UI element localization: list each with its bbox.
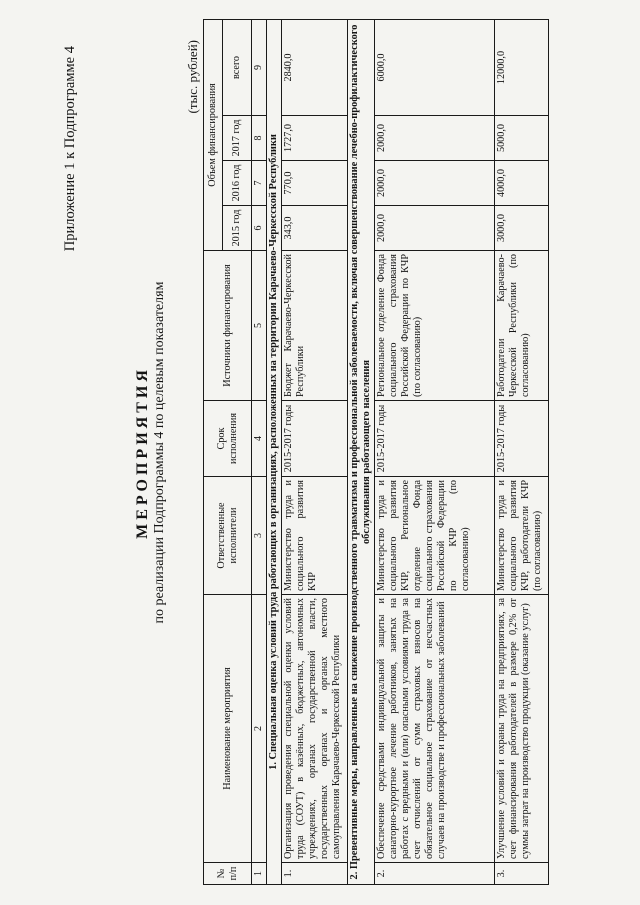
col-header-name: Наименование мероприятия xyxy=(204,595,252,863)
row-number: 2. xyxy=(375,863,495,885)
value-2016: 4000,0 xyxy=(495,161,549,206)
col-header-responsible: Ответственные исполнители xyxy=(204,477,252,595)
value-2015: 2000,0 xyxy=(375,206,495,251)
col-header-2017: 2017 год xyxy=(223,116,252,161)
col-header-no: № п/п xyxy=(204,863,252,885)
measure-name: Улучшение условий и охраны труда на предприятиях, за счет финансирования работодателей в размере 0,2% от суммы затрат на производство продукции (оказание услуг) xyxy=(495,595,549,863)
col-header-source: Источники финансирования xyxy=(204,251,252,401)
page-title: МЕРОПРИЯТИЯ xyxy=(134,366,151,539)
col-number: 5 xyxy=(252,251,267,401)
value-2016: 2000,0 xyxy=(375,161,495,206)
value-2015: 343,0 xyxy=(281,206,347,251)
col-number: 2 xyxy=(252,595,267,863)
header-row xyxy=(204,20,223,885)
col-number: 3 xyxy=(252,477,267,595)
value-2017: 2000,0 xyxy=(375,116,495,161)
col-number: 7 xyxy=(252,161,267,206)
section-2-title: 2. Превентивные меры, направленные на снижение производственного травматизма и профессиональной заболеваемости, включая совершенствование лечебно-профилактического обслуживания работающего населения xyxy=(347,20,374,885)
value-2016: 770,0 xyxy=(281,161,347,206)
col-number: 6 xyxy=(252,206,267,251)
responsible-cell: Министерство труда и социального развития КЧР, работодатели КЧР (по согласованию) xyxy=(495,477,549,595)
table-row xyxy=(281,20,347,885)
term-cell: 2015-2017 годы xyxy=(375,401,495,477)
col-number: 9 xyxy=(252,20,267,116)
annex-label: Приложение 1 к Подпрограмме 4 xyxy=(62,46,78,252)
measure-name: Обеспечение средствами индивидуальной защиты и санаторно-курортное лечение работников, занятых на работах с вредными и (или) опасными условиями труда за счет отчислений от сумм страховых взносов на обязательное социальное страхование от несчастных случаев на производстве и профессиональных заболеваний xyxy=(375,595,495,863)
value-2017: 1727,0 xyxy=(281,116,347,161)
table-row xyxy=(495,20,549,885)
term-cell: 2015-2017 годы xyxy=(281,401,347,477)
col-header-2015: 2015 год xyxy=(223,206,252,251)
col-header-2016: 2016 год xyxy=(223,161,252,206)
col-number: 8 xyxy=(252,116,267,161)
responsible-cell: Министерство труда и социального развития КЧР xyxy=(281,477,347,595)
value-total: 6000,0 xyxy=(375,20,495,116)
col-header-funding: Объем финансирования xyxy=(204,20,223,251)
value-total: 2840,0 xyxy=(281,20,347,116)
row-number: 3. xyxy=(495,863,549,885)
page-subtitle: по реализации Подпрограммы 4 по целевым показателям xyxy=(152,281,167,624)
col-number: 1 xyxy=(252,863,267,885)
row-number: 1. xyxy=(281,863,347,885)
source-cell: Бюджет Карачаево-Черкесской Республики xyxy=(281,251,347,401)
column-numbers-row xyxy=(252,20,267,885)
term-cell: 2015-2017 годы xyxy=(495,401,549,477)
col-header-total: всего xyxy=(223,20,252,116)
value-2015: 3000,0 xyxy=(495,206,549,251)
value-total: 12000,0 xyxy=(495,20,549,116)
table-row xyxy=(375,20,495,885)
section-1-title: 1. Специальная оценка условий труда работающих в организациях, расположенных на территории Карачаево-Черкесской Республики xyxy=(266,20,281,885)
col-header-term: Срок исполнения xyxy=(204,401,252,477)
section-row xyxy=(347,20,374,885)
measure-name: Организация проведения специальной оценки условий труда (СОУТ) в казённых, бюджетных, автономных учреждениях, органах государственной власти, государственных органах и органах местного самоуправления Карачаево-Черкесской Республики xyxy=(281,595,347,863)
value-2017: 5000,0 xyxy=(495,116,549,161)
source-cell: Региональное отделение Фонда социального страхования Российской Федерации по КЧР (по согласованию) xyxy=(375,251,495,401)
responsible-cell: Министерство труда и социального развития КЧР, Региональное отделение Фонда социального страхования Российской Федерации по КЧР (по согласованию) xyxy=(375,477,495,595)
measures-table xyxy=(203,19,549,885)
units-label: (тыс. рублей) xyxy=(185,40,200,114)
source-cell: Работодатели Карачаево-Черкесской Республики (по согласованию) xyxy=(495,251,549,401)
col-number: 4 xyxy=(252,401,267,477)
section-row xyxy=(266,20,281,885)
